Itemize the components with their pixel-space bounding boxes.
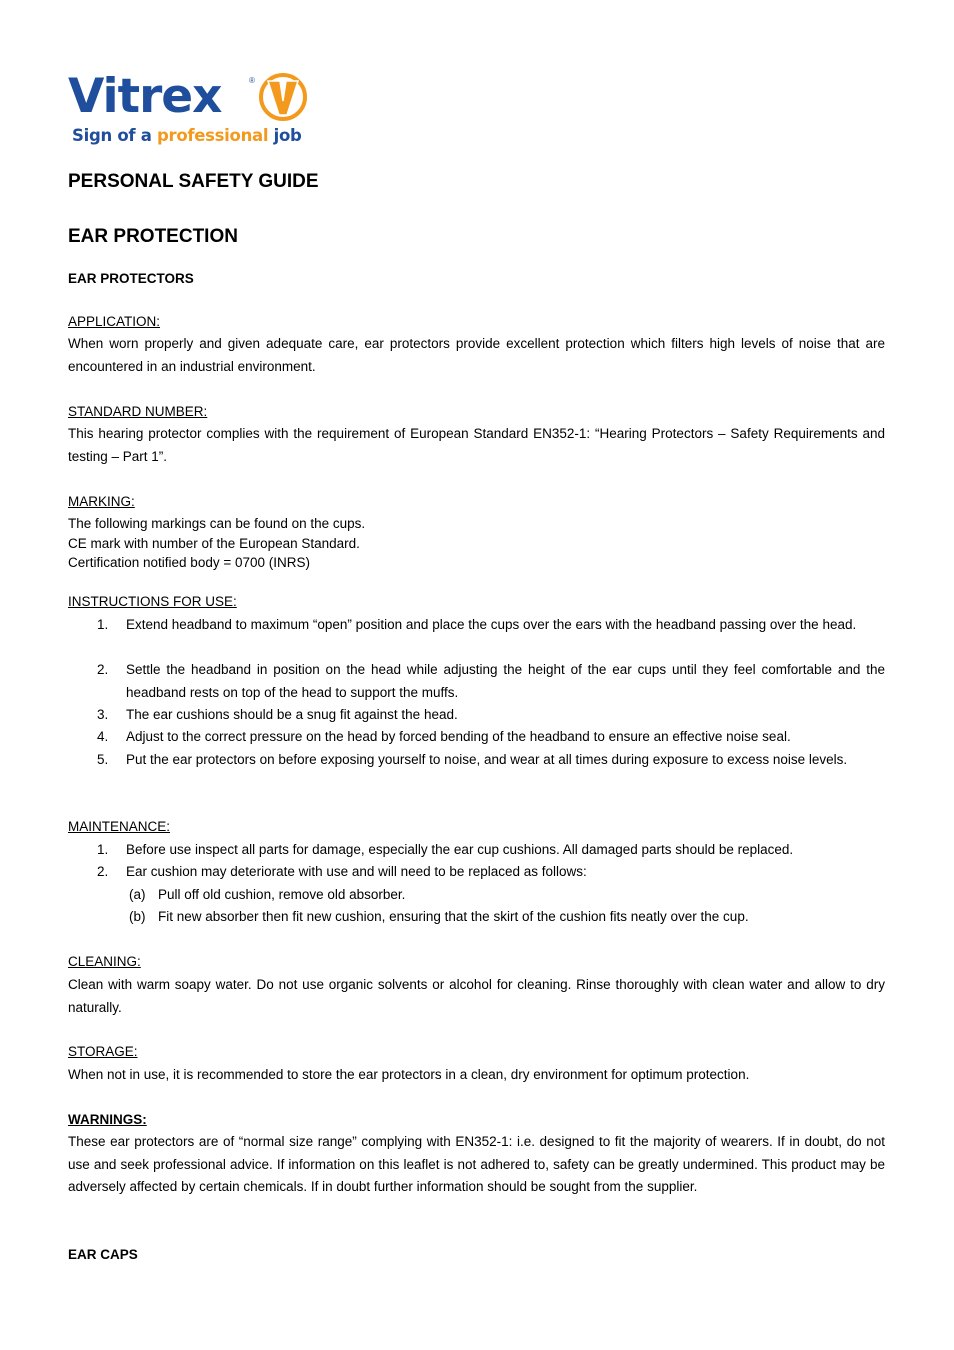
maintenance-item: 1. Before use inspect all parts for damage, especially the ear cup cushions. All damaged parts should be replaced. xyxy=(97,842,794,857)
vitrex-logo xyxy=(68,70,313,150)
document-title: PERSONAL SAFETY GUIDE xyxy=(68,171,319,192)
instructions-label: INSTRUCTIONS FOR USE: xyxy=(68,594,237,609)
cleaning-text: Clean with warm soapy water. Do not use organic solvents or alcohol for cleaning. Rinse thoroughly with clean water and allow to dry naturally. xyxy=(68,977,885,1015)
marking-line: The following markings can be found on the cups. xyxy=(68,516,366,531)
storage-label: STORAGE: xyxy=(68,1044,138,1059)
storage-text: When not in use, it is recommended to store the ear protectors in a clean, dry environment for optimum protection. xyxy=(68,1067,750,1082)
next-subsection-title: EAR CAPS xyxy=(68,1247,138,1262)
registered-mark: ® xyxy=(249,76,255,85)
application-label: APPLICATION: xyxy=(68,314,161,329)
v-badge-icon xyxy=(258,73,308,121)
section-title: EAR PROTECTION xyxy=(68,226,238,247)
cleaning-label: CLEANING: xyxy=(68,954,141,969)
marking-line: CE mark with number of the European Standard. xyxy=(68,536,360,551)
instruction-item: 4. Adjust to the correct pressure on the head by forced bending of the headband to ensure an effective noise seal. xyxy=(97,729,791,744)
instruction-item: 2. Settle the headband in position on the head while adjusting the height of the ear cups until they feel comfortable and the headband rests on top of the head to support the muffs. xyxy=(97,662,885,700)
marking-label: MARKING: xyxy=(68,494,135,509)
instruction-item: 1. Extend headband to maximum “open” position and place the cups over the ears with the headband passing over the head. xyxy=(97,617,857,632)
subsection-title: EAR PROTECTORS xyxy=(68,271,194,286)
logo-tagline: Sign of a professional job xyxy=(72,126,302,145)
logo-wordmark: Vitrex xyxy=(68,69,222,124)
application-text: When worn properly and given adequate care, ear protectors provide excellent protection which filters high levels of noise that are encountered in an industrial environment. xyxy=(68,336,885,374)
warnings-text: These ear protectors are of “normal size range” complying with EN352-1: i.e. designed to fit the majority of wearers. If in doubt, do not use and seek professional advice. If information on this leaflet is not adhered to, safety can be greatly undermined. This product may be adversely affected by certain chemicals. If in doubt further information should be sought from the supplier. xyxy=(68,1134,885,1194)
warnings-label: WARNINGS: xyxy=(68,1112,147,1127)
marking-line: Certification notified body = 0700 (INRS) xyxy=(68,555,310,570)
standard-label: STANDARD NUMBER: xyxy=(68,404,208,419)
standard-text: This hearing protector complies with the requirement of European Standard EN352-1: “Hearing Protectors – Safety Requirements and testing – Part 1”. xyxy=(68,426,885,464)
maintenance-subitem: (a) Pull off old cushion, remove old absorber. xyxy=(129,887,406,902)
maintenance-item: 2. Ear cushion may deteriorate with use and will need to be replaced as follows: xyxy=(97,864,587,879)
instruction-item: 5. Put the ear protectors on before exposing yourself to noise, and wear at all times during exposure to excess noise levels. xyxy=(97,752,848,767)
maintenance-label: MAINTENANCE: xyxy=(68,819,171,834)
instruction-item: 3. The ear cushions should be a snug fit against the head. xyxy=(97,707,458,722)
maintenance-subitem: (b) Fit new absorber then fit new cushion, ensuring that the skirt of the cushion fits neatly over the cup. xyxy=(129,909,749,924)
